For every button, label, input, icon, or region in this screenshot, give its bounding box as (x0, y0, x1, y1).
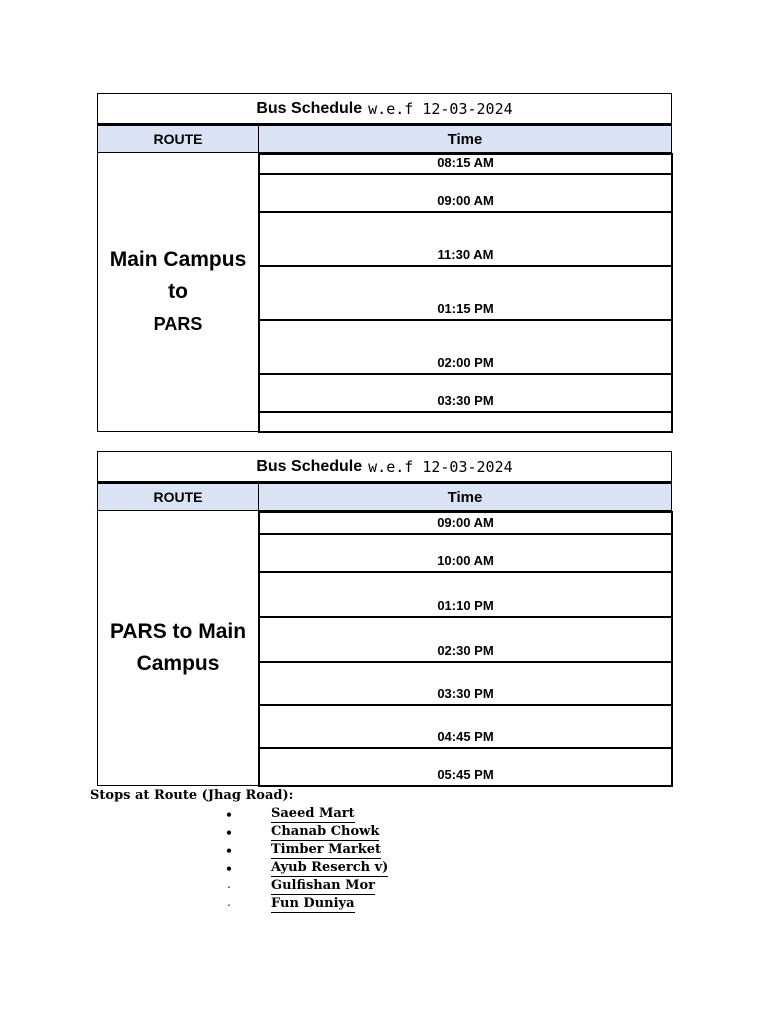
time-value: 04:45 PM (437, 729, 494, 744)
time-value: 02:30 PM (437, 643, 494, 658)
stop-name: Chanab Chowk (271, 824, 380, 839)
time-row (260, 571, 671, 616)
bullet-icon: • (225, 808, 233, 822)
stop-name: Fun Duniya (271, 896, 355, 911)
schedule-table-1 (97, 93, 672, 433)
time-row (260, 411, 671, 433)
time-row (260, 265, 671, 319)
time-column (258, 153, 673, 433)
time-value: 10:00 AM (437, 553, 494, 568)
bullet-icon: · (227, 900, 231, 910)
route-header: ROUTE (98, 126, 259, 152)
time-row (260, 319, 671, 373)
time-column (258, 511, 673, 787)
table-header-row (97, 124, 672, 153)
schedule-title-text: Bus Schedule (256, 99, 363, 117)
time-row (260, 211, 671, 265)
time-row (260, 704, 671, 747)
schedule-table-2 (97, 451, 672, 787)
schedule-date: w.e.f 12-03-2024 (368, 99, 513, 118)
bullet-icon: • (225, 844, 233, 858)
time-row (260, 533, 671, 571)
bullet-icon: • (225, 862, 233, 876)
time-header: Time (447, 130, 483, 148)
time-row (260, 173, 671, 211)
schedule-title-text: Bus Schedule (256, 457, 363, 475)
route-line: PARS to Main (109, 620, 247, 643)
route-line: Campus (136, 652, 220, 675)
route-cell (97, 153, 259, 432)
route-cell (97, 511, 259, 786)
route-line: to (168, 280, 188, 303)
time-row (260, 511, 671, 533)
time-row (260, 747, 671, 787)
time-value: 09:00 AM (437, 193, 494, 208)
time-row (260, 661, 671, 704)
time-value: 03:30 PM (437, 393, 494, 408)
time-value: 08:15 AM (437, 155, 494, 170)
schedule-date: w.e.f 12-03-2024 (368, 457, 513, 476)
time-value: 01:10 PM (437, 598, 494, 613)
table-header-row (97, 482, 672, 511)
route-header: ROUTE (98, 484, 259, 510)
stop-name: Timber Market (271, 842, 382, 857)
time-value: 11:30 AM (437, 247, 494, 262)
route-line: Main Campus (109, 248, 247, 271)
time-value: 09:00 AM (437, 515, 494, 530)
time-value: 01:15 PM (437, 301, 494, 316)
route-line: PARS (153, 314, 203, 334)
time-value: 05:45 PM (437, 767, 494, 782)
time-value: 02:00 PM (437, 355, 494, 370)
time-row (260, 373, 671, 411)
bullet-icon: • (225, 826, 233, 840)
schedule-title (97, 93, 672, 124)
time-value: 03:30 PM (437, 686, 494, 701)
schedule-title (97, 451, 672, 482)
bullet-icon: · (227, 882, 231, 892)
stops-heading: Stops at Route (Jhag Road): (90, 788, 294, 803)
stop-name: Gulfishan Mor (271, 878, 376, 893)
stop-name: Ayub Reserch v) (271, 860, 389, 875)
time-row (260, 153, 671, 173)
time-row (260, 616, 671, 661)
time-header: Time (447, 488, 483, 506)
stop-name: Saeed Mart (271, 806, 355, 821)
